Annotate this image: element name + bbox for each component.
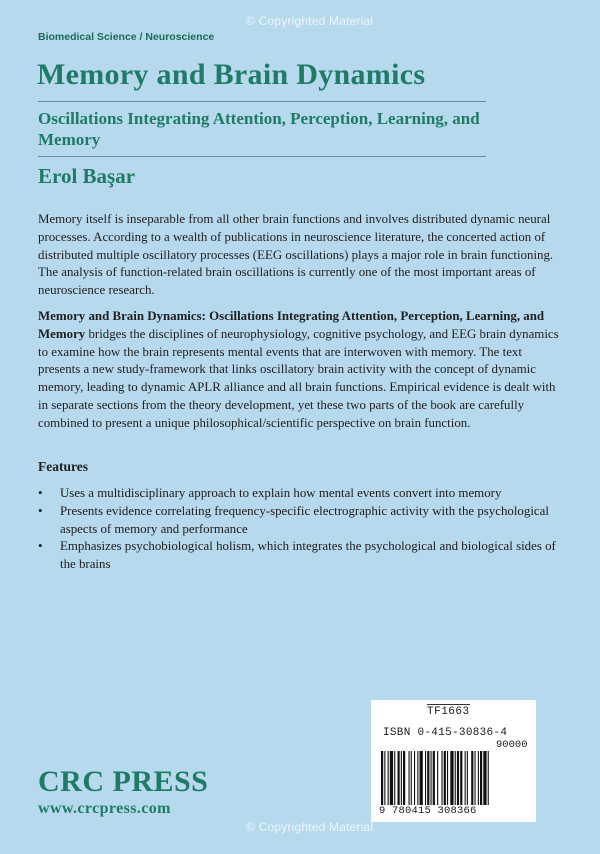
feature-text: Uses a multidisciplinary approach to explain how mental events convert into memory: [60, 486, 502, 500]
publisher-url: www.crcpress.com: [38, 800, 171, 817]
bullet-icon: •: [38, 486, 43, 500]
feature-text: Emphasizes psychobiological holism, which integrates the psychological and biological sides of the brains: [60, 539, 556, 572]
category-label: Biomedical Science / Neuroscience: [38, 31, 215, 43]
barcode-icon: [381, 751, 527, 805]
title-divider: [38, 101, 486, 102]
description-paragraph-2-text: bridges the disciplines of neurophysiology, cognitive psychology, and EEG brain dynamics to examine how the brain represents mental events that are interwoven with memory. The text presents a new study-framework that links oscillatory brain activity with the concept of dynamic memory, leading to dynamic APLR alliance and all brain functions. Empirical evidence is dealt with in separate sections from the theory development, yet these two parts of the book are carefully combined to present a unique philosophical/scientific perspective on brain function.: [38, 326, 559, 430]
price-code: 90000: [496, 739, 528, 751]
features-list: [38, 485, 564, 574]
publisher-logo: CRC PRESS: [38, 765, 209, 798]
book-title-inline: Memory and Brain Dynamics: Oscillations Integrating Attention, Perception, Learning, and Memory: [38, 309, 545, 341]
watermark-top: © Copyrighted Material: [246, 14, 374, 28]
author-name: Erol Başar: [38, 164, 136, 188]
feature-item: [38, 538, 564, 574]
bullet-icon: •: [38, 539, 43, 554]
feature-item: [38, 503, 564, 539]
description-paragraph-1: Memory itself is inseparable from all other brain functions and involves distributed dynamic neural processes. According to a wealth of publications in neuroscience literature, the concerted action of distributed multiple oscillatory processes (EEG oscillations) plays a major role in brain functioning. The analysis of function-related brain oscillations is currently one of the most important areas of neuroscience research.: [38, 212, 554, 298]
bullet-icon: •: [38, 503, 43, 518]
ean-number: 9 780415 308366: [379, 805, 477, 817]
book-subtitle: Oscillations Integrating Attention, Perception, Learning, and Memory: [38, 109, 480, 149]
subtitle-divider: [38, 156, 486, 157]
feature-item: [38, 485, 564, 503]
isbn-label: ISBN 0-415-30836-4: [383, 727, 508, 739]
watermark-bottom: © Copyrighted Material: [246, 820, 374, 834]
book-title: Memory and Brain Dynamics: [37, 58, 426, 91]
feature-text: Presents evidence correlating frequency-specific electrographic activity with the psychological aspects of memory and performance: [60, 503, 549, 536]
features-heading: Features: [38, 459, 88, 474]
product-code: TF1663: [427, 706, 470, 718]
description-paragraph-2: [38, 308, 564, 433]
